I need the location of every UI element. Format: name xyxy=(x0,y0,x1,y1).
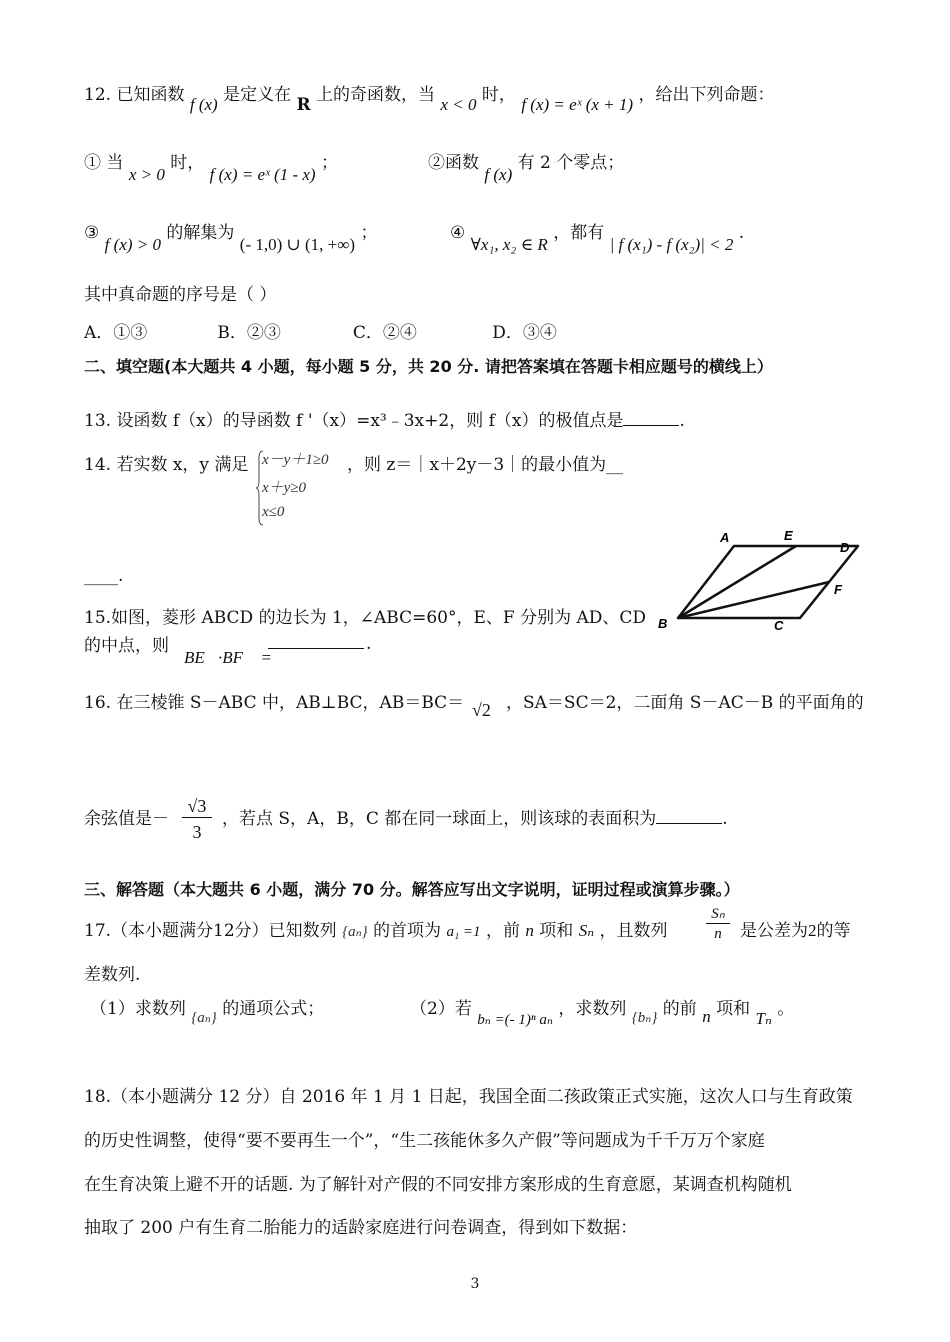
q16-line1: 16. 在三棱锥 S－ABC 中，AB⊥BC，AB＝BC＝ xyxy=(84,693,465,713)
q16-line1-rest: ，SA＝SC＝2，二面角 S－AC－B 的平面角的 xyxy=(506,693,864,713)
q14-continuation: ____. xyxy=(84,566,124,586)
q14-rest: ，则 z＝｜x＋2y－3｜的最小值为__ xyxy=(347,455,624,475)
q18-line4: 抽取了 200 户有生育二胎能力的适龄家庭进行问卷调查，得到如下数据： xyxy=(84,1218,638,1238)
q16-fraction: $\frac{√3}{3}$ xyxy=(182,796,212,843)
q17-part1: （1）求数列 {aₙ} 的通项公式； xyxy=(90,999,325,1026)
q15-line1: 15.如图，菱形 ABCD 的边长为 1，∠ABC=60°，E、F 分别为 AD、CD xyxy=(84,608,647,628)
label-e: E xyxy=(784,528,793,543)
label-a: A xyxy=(720,530,730,545)
option-c: C．②④ xyxy=(352,323,417,343)
q17-part2: （2）若 bₙ =(- 1)ⁿ aₙ ，求数列 {bₙ} 的前 n 项和 Tₙ 。 xyxy=(410,999,795,1028)
q12-R: R xyxy=(296,95,311,115)
q12-stem: 12. 已知函数 f (x) 是定义在 R 上的奇函数，当 x < 0 时， f (x) = eˣ (x + 1) ，给出下列命题： xyxy=(84,85,775,115)
page-number: 3 xyxy=(470,1276,480,1292)
segment-be xyxy=(678,546,796,618)
q16-answer-blank xyxy=(656,823,722,824)
rhombus-abcd xyxy=(678,546,858,618)
q12-formula: f (x) = eˣ (x + 1) xyxy=(521,95,634,114)
q12-proposition-4: ④ ∀x₁, x₂ ∈ R ，都有 | f (x₁) - f (x₂)| < 2 . xyxy=(450,223,745,254)
q15-line2: 的中点，则 xyxy=(84,636,169,656)
q12-proposition-row2: ③ f (x) > 0 的解集为 (- 1,0) ∪ (1, +∞) ； xyxy=(84,223,378,254)
option-d: D．③④ xyxy=(492,323,557,343)
q14: 14. 若实数 x，y 满足 xyxy=(84,455,249,475)
q12-fx: f (x) xyxy=(189,95,218,114)
q16-line2: 余弦值是－ xyxy=(84,809,169,829)
q17-line1-rest: 是公差为2的等 xyxy=(740,921,851,941)
q15-answer-blank xyxy=(268,648,364,649)
section2-heading: 二、填空题(本大题共 4 小题，每小题 5 分，共 20 分. 请把答案填在答题卡相应题号的横线上） xyxy=(84,357,773,376)
q14-constraint-1: x－y＋1≥0 xyxy=(262,452,329,468)
q12-question: 其中真命题的序号是（ ） xyxy=(84,285,277,305)
q18-line2: 的历史性调整，使得“要不要再生一个”，“生二孩能休多久产假”等问题成为千千万万个家庭 xyxy=(84,1131,765,1151)
label-d: D xyxy=(840,540,850,555)
section3-heading: 三、解答题（本大题共 6 小题，满分 70 分。解答应写出文字说明，证明过程或演算步骤。） xyxy=(84,880,740,899)
q14-constraint-2: x＋y≥0 xyxy=(262,480,307,496)
q18-line1: 18.（本小题满分 12 分）自 2016 年 1 月 1 日起，我国全面二孩政策正式实施，这次人口与生育政策 xyxy=(84,1087,853,1107)
q13: 13. 设函数 f（x）的导函数 f '（x）=x³﹣3x+2，则 f（x）的极值点是 . xyxy=(84,411,685,431)
q15-expression: BE⃗·BF⃗ = xyxy=(184,648,272,667)
q16-sqrt2: √2 xyxy=(472,700,491,720)
label-c: C xyxy=(774,618,784,633)
q12-proposition-2: ②函数 f (x) 有 2 个零点； xyxy=(428,153,625,184)
q18-line3: 在生育决策上避不开的话题. 为了解针对产假的不同安排方案形成的生育意愿，某调查机构随机 xyxy=(84,1175,792,1195)
q12-proposition-row1: ① 当 x > 0 时， f (x) = eˣ (1 - x) ； xyxy=(84,153,338,184)
label-f: F xyxy=(834,582,842,597)
q17-line1: 17.（本小题满分12分）已知数列 {aₙ} 的首项为 a₁ =1 ，前 n 项和 Sₙ ，且数列 xyxy=(84,921,668,941)
q14-constraint-3: x≤0 xyxy=(262,504,285,520)
option-a: A．①③ xyxy=(84,323,148,343)
q12-options xyxy=(84,318,880,343)
q17-fraction-sn-over-n: $\frac{\text{Sₙ}}{n}$ xyxy=(706,904,730,943)
q13-answer-blank xyxy=(623,425,679,426)
q16-line2-rest: ，若点 S，A，B，C 都在同一球面上，则该球的表面积为 . xyxy=(222,809,728,829)
option-b: B．②③ xyxy=(217,323,281,343)
rhombus-figure xyxy=(650,526,870,636)
label-b: B xyxy=(658,616,668,631)
q17-line2: 差数列. xyxy=(84,965,141,985)
